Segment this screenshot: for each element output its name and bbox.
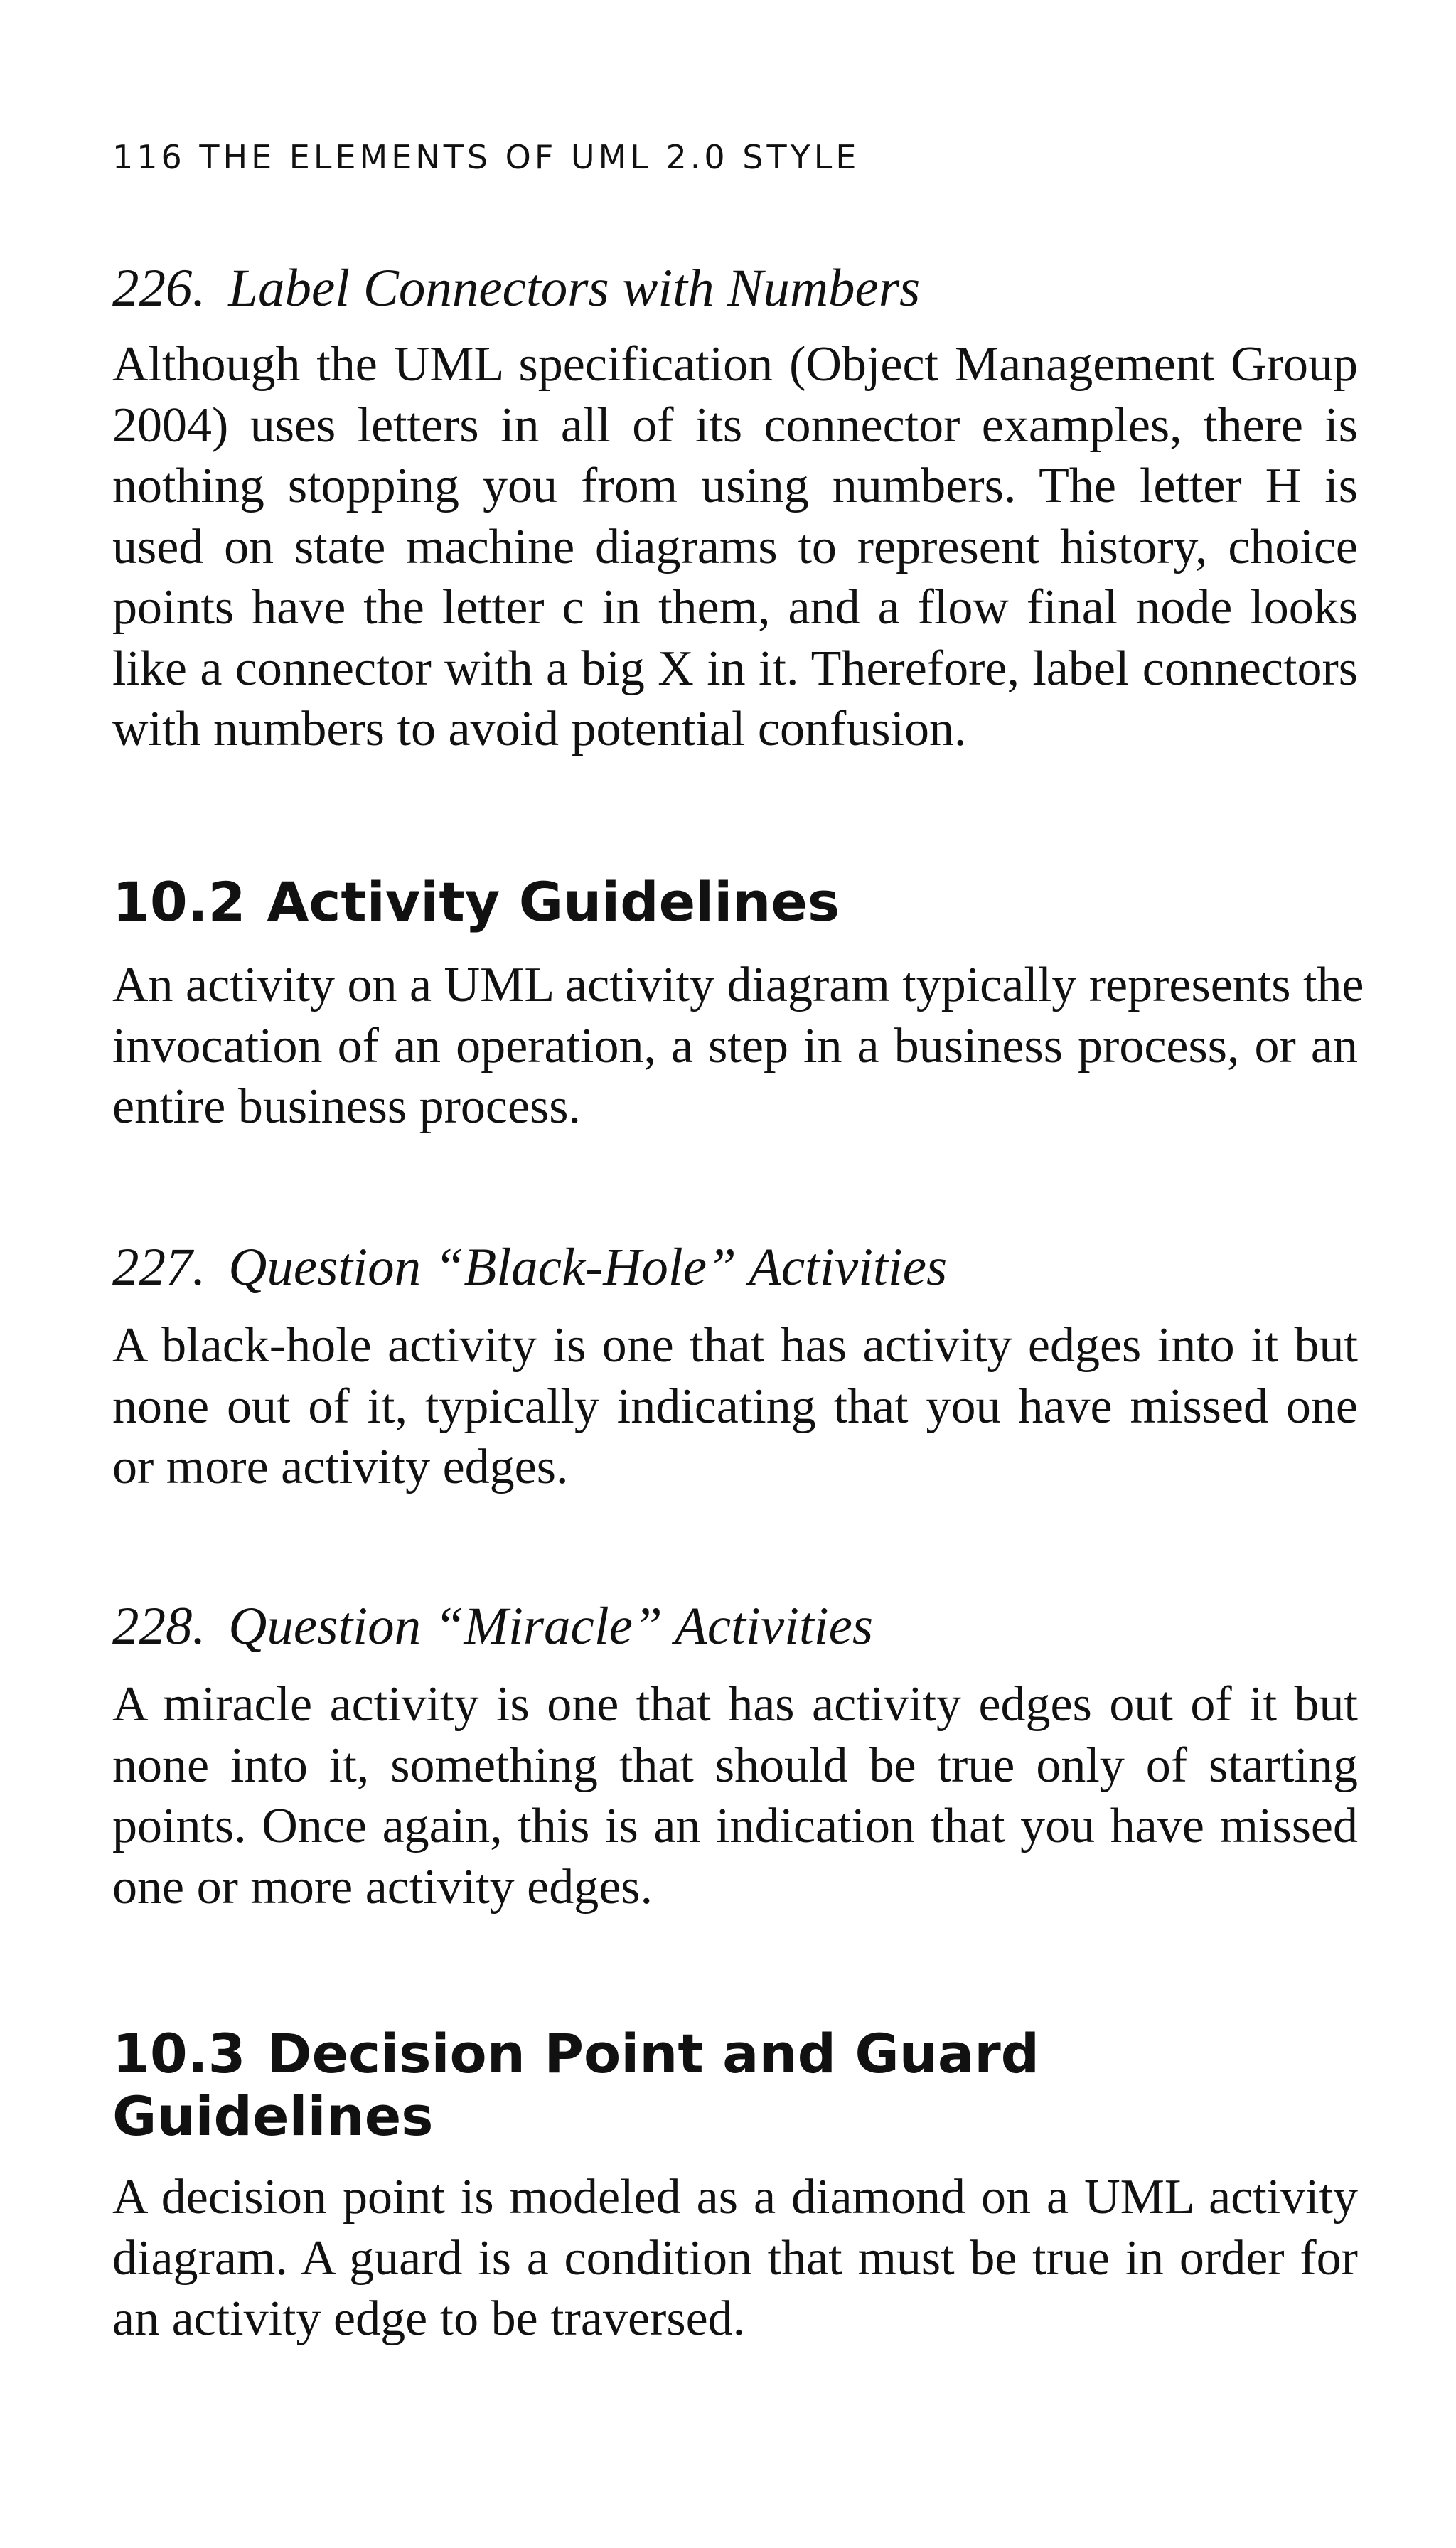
text-line: none out of it, typically indicating that you have missed one <box>112 1379 1358 1434</box>
section-10-2-body <box>112 955 1364 1138</box>
text-line: Although the UML specification (Object Management Group <box>112 337 1358 392</box>
section-number: 10.3 <box>112 2022 246 2085</box>
text-line: A decision point is modeled as a diamond on a UML activity <box>112 2170 1358 2225</box>
section-title: Decision Point and Guard <box>267 2022 1040 2085</box>
guideline-228-title <box>112 1597 874 1656</box>
guideline-number: 228. <box>112 1597 206 1656</box>
guideline-226-title <box>112 259 921 318</box>
text-line: A black-hole activity is one that has activity edges into it but <box>112 1318 1358 1373</box>
text-line: invocation of an operation, a step in a business process, or an <box>112 1018 1358 1074</box>
section-10-3-body <box>112 2167 1358 2350</box>
guideline-227-title <box>112 1238 948 1297</box>
guideline-title-text: Question “Miracle” Activities <box>228 1597 874 1656</box>
section-10-3-heading <box>112 2023 1321 2148</box>
text-line: with numbers to avoid potential confusion. <box>112 702 967 756</box>
guideline-number: 227. <box>112 1238 206 1297</box>
section-10-2-heading <box>112 871 1321 933</box>
guideline-228-body <box>112 1674 1358 1917</box>
running-head: 116 THE ELEMENTS OF UML 2.0 STYLE <box>112 138 860 176</box>
text-line: none into it, something that should be true only of starting <box>112 1738 1358 1793</box>
text-line: entire business process. <box>112 1079 582 1134</box>
section-title: Activity Guidelines <box>267 870 840 933</box>
text-line: or more activity edges. <box>112 1440 569 1494</box>
text-line: diagram. A guard is a condition that must be true in order for <box>112 2230 1358 2286</box>
guideline-number: 226. <box>112 259 206 318</box>
text-line: one or more activity edges. <box>112 1859 653 1915</box>
section-number: 10.2 <box>112 870 246 933</box>
text-line: an activity edge to be traversed. <box>112 2291 746 2346</box>
guideline-title-text: Question “Black-Hole” Activities <box>228 1238 948 1297</box>
section-title-continued: Guidelines <box>112 2084 434 2148</box>
guideline-226-body <box>112 334 1358 760</box>
text-line: used on state machine diagrams to represent history, choice <box>112 519 1358 574</box>
text-line: A miracle activity is one that has activity edges out of it but <box>112 1677 1358 1732</box>
text-line: points. Once again, this is an indication that you have missed <box>112 1799 1358 1853</box>
text-line: An activity on a UML activity diagram typically represents the <box>112 958 1364 1012</box>
guideline-227-body <box>112 1315 1358 1498</box>
text-line: points have the letter c in them, and a flow final node looks <box>112 580 1358 635</box>
text-line: 2004) uses letters in all of its connector examples, there is <box>112 397 1358 453</box>
text-line: like a connector with a big X in it. Therefore, label connectors <box>112 641 1358 696</box>
guideline-title-text: Label Connectors with Numbers <box>228 259 921 318</box>
text-line: nothing stopping you from using numbers. The letter H is <box>112 459 1358 513</box>
